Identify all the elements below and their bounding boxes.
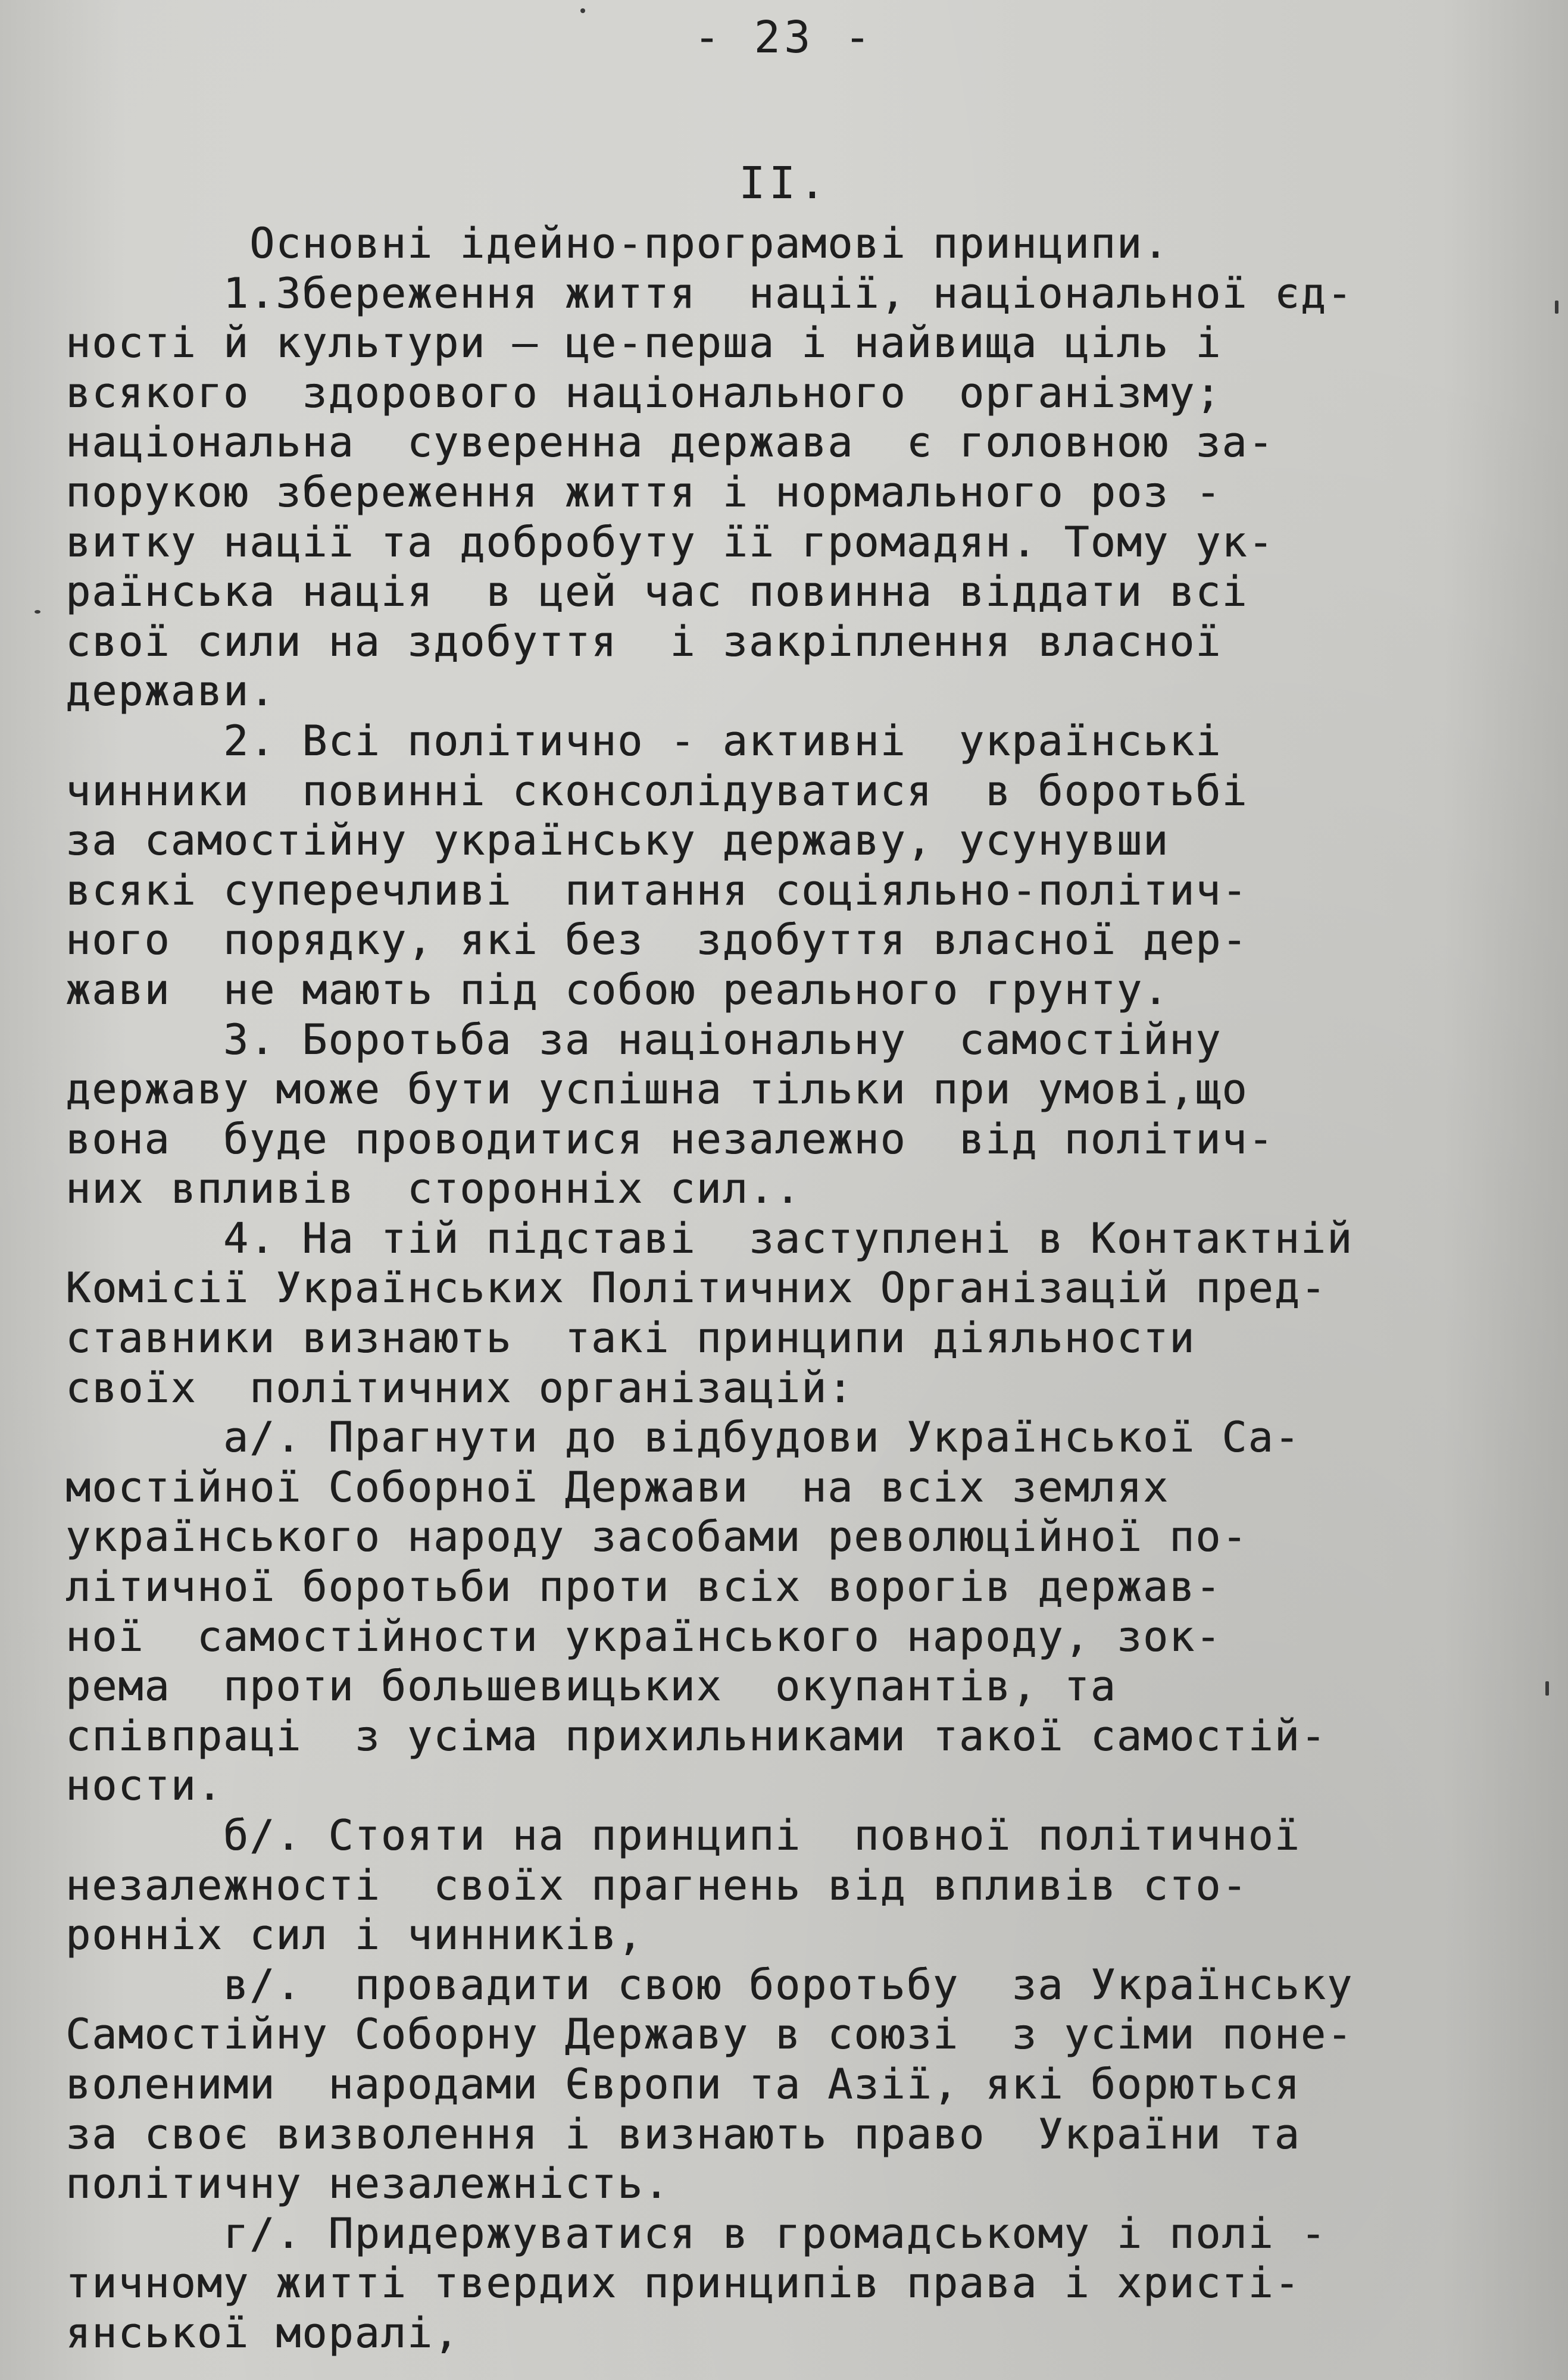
- page-number: - 23 -: [694, 12, 874, 63]
- scan-speck: [35, 610, 40, 614]
- text-line: в/. провадити свою боротьбу за Українську: [65, 1960, 1354, 2009]
- text-line: них впливів сторонніх сил..: [65, 1164, 802, 1214]
- text-line: воленими народами Європи та Азії, які борються: [65, 2059, 1301, 2109]
- text-line: своїх політичних організацій:: [65, 1363, 854, 1412]
- text-line: 4. На тій підставі заступлені в Контактній: [65, 1214, 1354, 1263]
- text-line: Комісії Українських Політичних Організацій пред-: [65, 1264, 1327, 1313]
- text-line: порукою збереження життя і нормального роз -: [65, 467, 1222, 517]
- scan-speck: [580, 8, 585, 13]
- text-line: держави.: [65, 667, 276, 716]
- section-heading: II.: [739, 158, 829, 209]
- text-line: всякі суперечливі питання соціяльно-політич-: [65, 865, 1248, 915]
- text-line: витку нації та добробуту її громадян. Тому ук-: [65, 517, 1275, 567]
- text-line: Самостійну Соборну Державу в союзі з усіми поне-: [65, 2010, 1354, 2059]
- text-line: свої сили на здобуття і закріплення власної: [65, 617, 1222, 666]
- text-line: вона буде проводитися незалежно від політич-: [65, 1114, 1275, 1164]
- text-line: янської моралі,: [65, 2308, 460, 2357]
- text-line: тичному житті твердих принципів права і христі-: [65, 2259, 1301, 2308]
- text-line: 1.Збереження життя нації, національної єд-: [65, 268, 1354, 318]
- scan-speck: [1555, 301, 1558, 314]
- text-line: за своє визволення і визнають право України та: [65, 2109, 1301, 2159]
- text-line: літичної боротьби проти всіх ворогів держав-: [65, 1562, 1222, 1612]
- text-line: незалежності своїх прагнень від впливів сто-: [65, 1860, 1248, 1910]
- text-line: г/. Придержуватися в громадському і полі -: [65, 2209, 1327, 2258]
- text-line: раїнська нація в цей час повинна віддати всі: [65, 567, 1248, 617]
- text-line: ронніх сил і чинників,: [65, 1910, 644, 1960]
- text-line: всякого здорового національного організму;: [65, 368, 1222, 417]
- text-line: політичну незалежність.: [65, 2159, 670, 2209]
- text-line: ного порядку, які без здобуття власної дер-: [65, 915, 1248, 965]
- text-line: національна суверенна держава є головною за-: [65, 418, 1275, 467]
- text-line: ності й культури – це-перша і найвища ціль і: [65, 318, 1222, 368]
- text-line: 2. Всі політично - активні українські: [65, 716, 1222, 765]
- scan-speck: [1545, 1681, 1549, 1696]
- text-line: жави не мають під собою реального грунту.: [65, 965, 1170, 1014]
- text-line: мостійної Соборної Держави на всіх землях: [65, 1462, 1170, 1512]
- text-line: а/. Прагнути до відбудови Української Са-: [65, 1413, 1301, 1462]
- text-line: 3. Боротьба за національну самостійну: [65, 1015, 1222, 1064]
- text-line: за самостійну українську державу, усунувши: [65, 816, 1170, 865]
- text-line: ности.: [65, 1761, 223, 1810]
- text-line: державу може бути успішна тільки при умові,що: [65, 1065, 1248, 1114]
- text-line: Основні ідейно-програмові принципи.: [65, 219, 1170, 268]
- text-line: рема проти большевицьких окупантів, та: [65, 1662, 1117, 1711]
- text-line: б/. Стояти на принципі повної політичної: [65, 1811, 1301, 1860]
- text-line: ставники визнають такі принципи діяльности: [65, 1313, 1196, 1363]
- document-body: [65, 219, 1518, 2359]
- text-line: українського народу засобами революційної по-: [65, 1512, 1248, 1562]
- text-line: співпраці з усіма прихильниками такої самостій-: [65, 1711, 1327, 1760]
- text-line: чинники повинні сконсолідуватися в боротьбі: [65, 766, 1248, 815]
- text-line: ної самостійности українського народу, зок-: [65, 1612, 1222, 1661]
